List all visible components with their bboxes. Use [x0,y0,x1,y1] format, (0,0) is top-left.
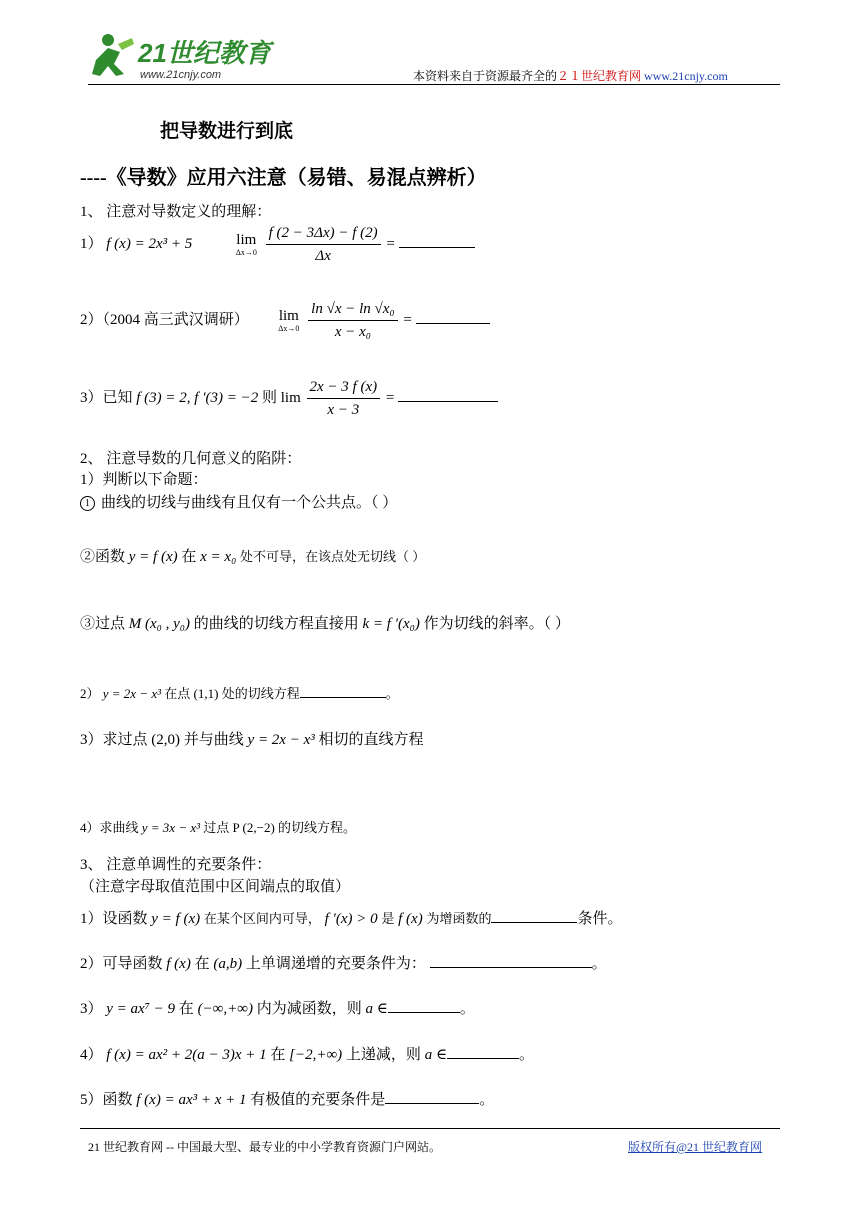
section3-heading: 3、 注意单调性的充要条件： [80,857,272,873]
s3-question-1: 1）设函数 y = f (x) 在某个区间内可导， f ′(x) > 0 是 f (x) 为增函数的 条件。 [80,907,622,928]
s2-proposition-2: ②函数 y = f (x) 在 x = x₀ 处不可导，在该点处无切线（ ） [80,549,426,565]
section2-sub1: 1）判断以下命题： [80,472,208,488]
answer-blank[interactable] [385,1089,479,1104]
logo-text: 21世纪教育 [138,38,271,68]
section3-note: （注意字母取值范围中区间端点的取值） [80,879,351,895]
section1-heading: 1、 注意对导数定义的理解： [80,204,272,220]
s3-question-5: 5）函数 f (x) = ax³ + x + 1 有极值的充要条件是 。 [80,1088,494,1109]
footer-text: 21 世纪教育网 -- 中国最大型、最专业的中小学教育资源门户网站。 [88,1140,441,1154]
answer-blank[interactable] [491,908,577,923]
page-title: 把导数进行到底 [160,121,294,142]
logo-url-text: www.21cnjy.com [140,69,222,81]
header-divider [88,84,780,85]
s2-question-4: 4）求曲线 y = 3x − x³ 过点 P (2,−2) 的切线方程。 [80,820,357,835]
s2-question-3: 3）求过点 (2,0) 并与曲线 y = 2x − x³ 相切的直线方程 [80,732,424,748]
s2-proposition-1: 1 曲线的切线与曲线有且仅有一个公共点。（ ） [80,491,397,512]
s2-question-2: 2） y = 2x − x³ 在点 (1,1) 处的切线方程 。 [80,683,399,702]
s2-proposition-3: ③过点 M (x₀ , y₀) 的曲线的切线方程直接用 k = f ′(x₀) 作为切线的斜率。（ ） [80,616,570,632]
s1-question-1: 1） f (x) = 2x³ + 5 lim Δx→0 $\frac{f (2 - 3\Delta x) - f (2)}{\Delta x}$ = [80,222,475,267]
answer-blank[interactable] [398,387,498,402]
answer-blank[interactable] [430,953,592,968]
answer-blank[interactable] [416,309,490,324]
s1-question-3: 3）已知 f (3) = 2, f ′(3) = −2 则 lim $\frac{2x - 3 f (x)}{x - 3}$ = [80,376,498,421]
s3-question-3: 3） y = ax⁷ − 9 在 (−∞,+∞) 内为减函数，则 a ∈ 。 [80,997,475,1018]
circled-number-icon: 1 [80,496,95,511]
site-logo [88,30,288,86]
s1-question-2: 2）（2004 高三武汉调研） lim Δx→0 $\frac{\text{ln √x − ln √x₀}}{\text{x − x₀}}$ = [80,298,490,343]
answer-blank[interactable] [388,998,460,1013]
footer-divider [80,1128,780,1129]
s3-question-2: 2）可导函数 f (x) 在 (a,b) 上单调递增的充要条件为： 。 [80,952,607,973]
s3-question-4: 4） f (x) = ax² + 2(a − 3)x + 1 在 [−2,+∞) 上递减，则 a ∈ 。 [80,1043,534,1064]
answer-blank[interactable] [300,683,386,698]
footer-copyright-link[interactable]: 版权所有@21 世纪教育网 [628,1140,763,1154]
section2-heading: 2、 注意导数的几何意义的陷阱： [80,451,302,467]
header-link[interactable]: www.21cnjy.com [644,69,728,83]
page-subtitle: ----《导数》应用六注意（易错、易混点辨析） [80,167,487,189]
runner-icon [92,34,134,76]
header-source: 本资料来自于资源最齐全的２１世纪教育网 www.21cnjy.com [413,69,728,83]
answer-blank[interactable] [447,1044,519,1059]
answer-blank[interactable] [399,233,475,248]
